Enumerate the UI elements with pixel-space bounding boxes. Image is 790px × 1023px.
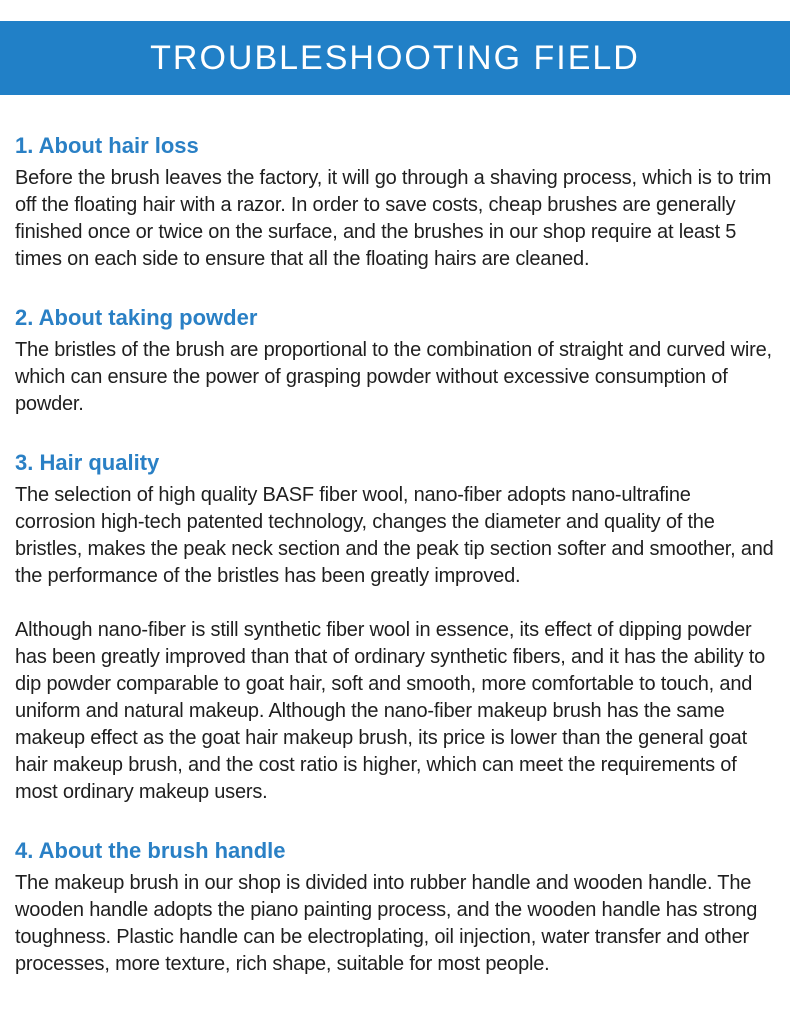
product-description-page bbox=[0, 21, 790, 1023]
section-hair-quality bbox=[15, 450, 775, 806]
section-about-brush-handle bbox=[15, 838, 775, 978]
section-paragraph: The selection of high quality BASF fiber wool, nano-fiber adopts nano-ultrafine corrosion high-tech patented technology, changes the diameter and quality of the bristles, makes the peak neck section and the peak tip section softer and smoother, and the performance of the bristles has been greatly improved. bbox=[15, 484, 774, 587]
banner-title: TROUBLESHOOTING FIELD bbox=[150, 38, 640, 77]
section-heading-taking-powder: 2. About taking powder bbox=[15, 305, 258, 330]
description-content bbox=[0, 133, 790, 978]
section-paragraph: The bristles of the brush are proportional to the combination of straight and curved wire, which can ensure the power of grasping powder without excessive consumption of powder. bbox=[15, 339, 772, 415]
section-paragraph: Although nano-fiber is still synthetic fiber wool in essence, its effect of dipping powder has been greatly improved than that of ordinary synthetic fibers, and it has the ability to dip powder comparable to goat hair, soft and smooth, more comfortable to touch, and uniform and natural makeup. Although the nano-fiber makeup brush has the same makeup effect as the goat hair makeup brush, its price is lower than the general goat hair makeup brush, and the cost ratio is higher, which can meet the requirements of most ordinary makeup users. bbox=[15, 619, 766, 803]
section-about-hair-loss bbox=[15, 133, 775, 273]
section-paragraph: Before the brush leaves the factory, it will go through a shaving process, which is to trim off the floating hair with a razor. In order to save costs, cheap brushes are generally finished once or twice on the surface, and the brushes in our shop require at least 5 times on each side to ensure that all the floating hairs are cleaned. bbox=[15, 167, 772, 270]
title-banner bbox=[0, 21, 790, 95]
section-about-taking-powder bbox=[15, 305, 775, 418]
section-heading-hair-quality: 3. Hair quality bbox=[15, 450, 160, 475]
section-heading-brush-handle: 4. About the brush handle bbox=[15, 838, 286, 863]
section-paragraph: The makeup brush in our shop is divided into rubber handle and wooden handle. The wooden handle adopts the piano painting process, and the wooden handle has strong toughness. Plastic handle can be electroplating, oil injection, water transfer and other processes, more texture, rich shape, suitable for most people. bbox=[15, 872, 758, 975]
section-heading-hair-loss: 1. About hair loss bbox=[15, 133, 199, 158]
